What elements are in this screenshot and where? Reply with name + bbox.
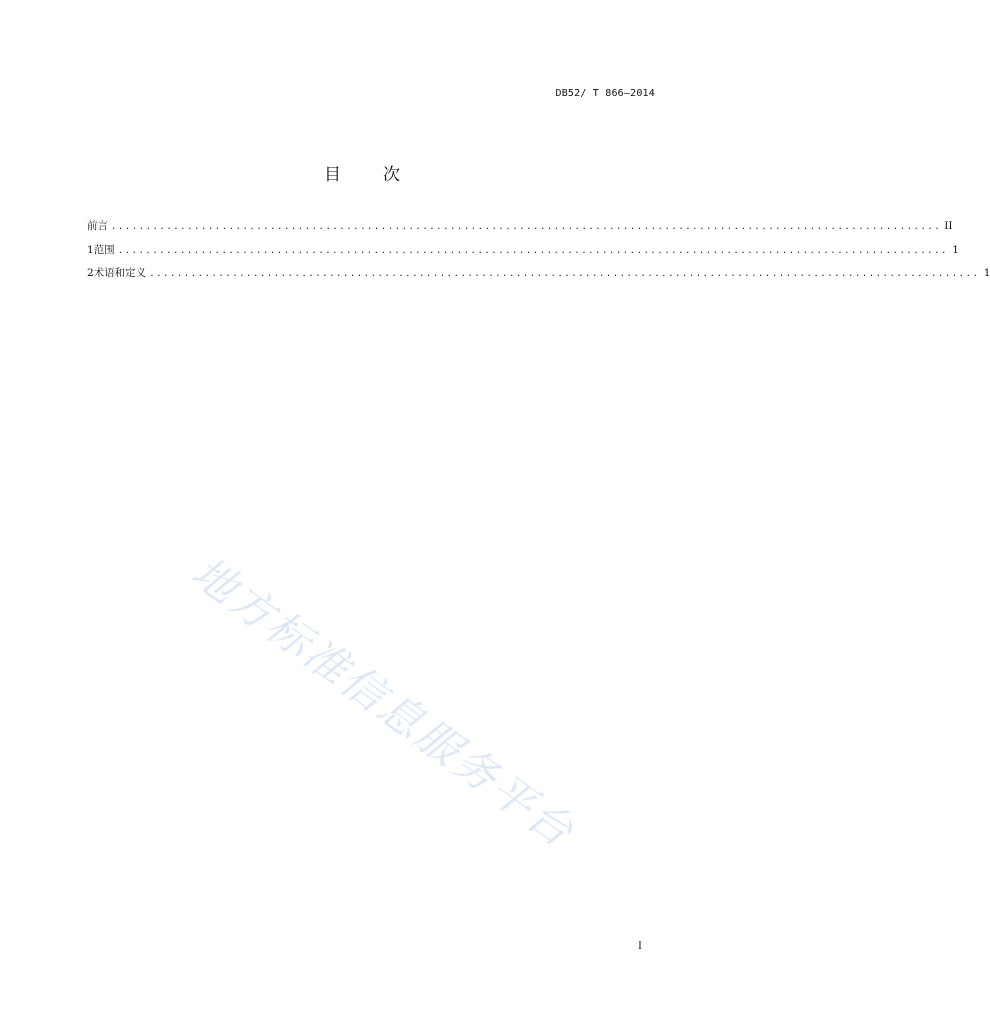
title-char-2: 次	[383, 165, 400, 185]
document-code: DB52/ T 866—2014	[555, 88, 655, 99]
dot-leader: ........................................................................................................................	[149, 269, 980, 279]
toc-entry-label: 前言	[87, 220, 108, 232]
toc-entry-page: 1	[983, 267, 990, 279]
title-char-1: 目	[324, 165, 341, 185]
table-of-contents	[87, 218, 990, 289]
toc-entry-scope[interactable]	[87, 242, 959, 266]
toc-entry-terms[interactable]	[87, 265, 990, 289]
page-title	[0, 160, 724, 185]
toc-entry-number: 2	[87, 267, 94, 279]
page-number: I	[638, 941, 642, 952]
watermark: 地方标准信息服务平台	[182, 547, 584, 859]
dot-leader: ........................................................................................................................	[111, 222, 942, 232]
toc-entry-foreword[interactable]	[87, 218, 953, 242]
toc-entry-page: II	[944, 220, 953, 232]
toc-entry-label: 范围	[93, 243, 115, 256]
dot-leader: ........................................................................................................................	[117, 245, 948, 256]
toc-entry-page: 1	[952, 243, 959, 256]
toc-entry-number: 1	[87, 243, 94, 256]
toc-entry-label: 术语和定义	[93, 267, 147, 279]
